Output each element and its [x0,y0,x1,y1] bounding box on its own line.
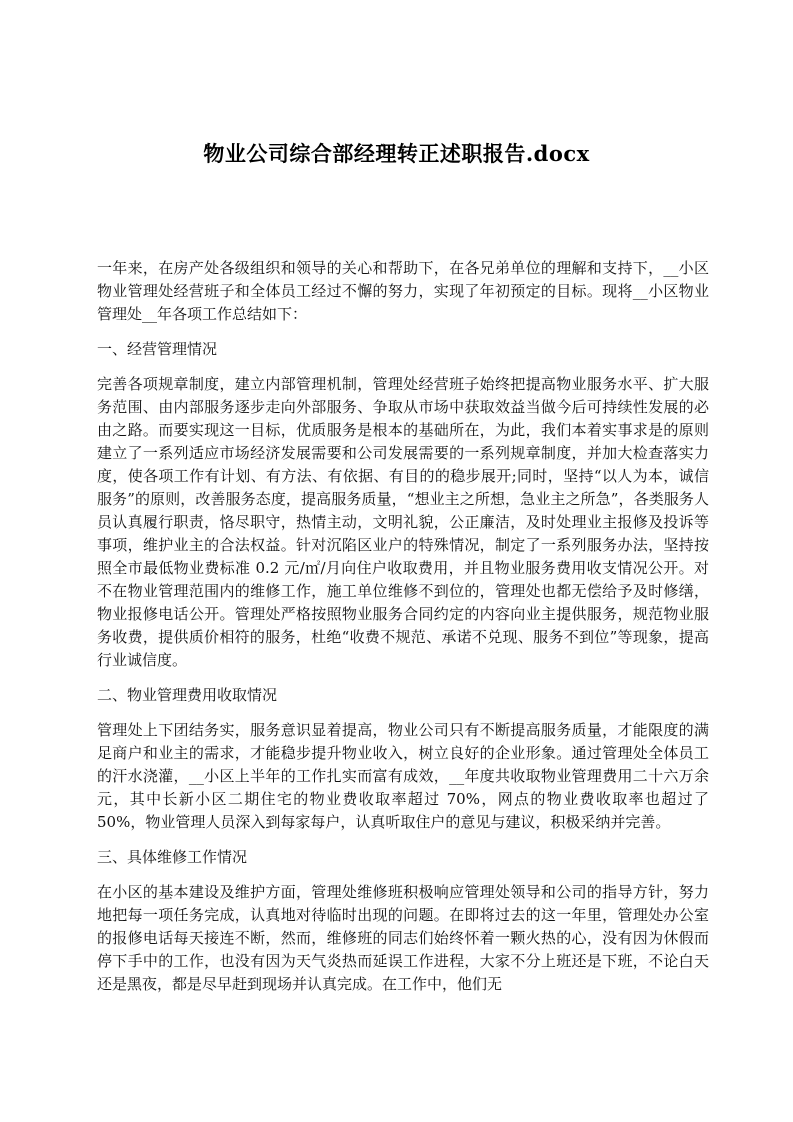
paragraph-management: 完善各项规章制度，建立内部管理机制，管理处经营班子始终把提高物业服务水平、扩大服务范围、由内部服务逐步走向外部服务、争取从市场中获取效益当做今后可持续性发展的必由之路。而要实现这一目标，优质服务是根本的基础所在，为此，我们本着实事求是的原则建立了一系列适应市场经济发展需要和公司发展需要的一系列规章制度，并加大检查落实力度，使各项工作有计划、有方法、有依据、有目的的稳步展开;同时，坚持“以人为本，诚信服务”的原则，改善服务态度，提高服务质量，“想业主之所想，急业主之所急”，各类服务人员认真履行职责，恪尽职守，热情主动，文明礼貌，公正廉洁，及时处理业主报修及投诉等事项，维护业主的合法权益。针对沉陷区业户的特殊情况，制定了一系列服务办法，坚持按照全市最低物业费标准 0.2 元/㎡/月向住户收取费用，并且物业服务费用收支情况公开。对不在物业管理范围内的维修工作，施工单位维修不到位的，管理处也都无偿给予及时修缮，物业报修电话公开。管理处严格按照物业服务合同约定的内容向业主提供服务，规范物业服务收费，提供质价相符的服务，杜绝“收费不规范、承诺不兑现、服务不到位”等现象，提高行业诚信度。 [97,375,709,669]
document-title: 物业公司综合部经理转正述职报告.docx [203,141,590,166]
section-heading-3: 三、具体维修工作情况 [97,848,248,866]
section-heading-2: 二、物业管理费用收取情况 [97,686,278,704]
paragraph-intro: 一年来，在房产处各级组织和领导的关心和帮助下，在各兄弟单位的理解和支持下，__小区物业管理处经营班子和全体员工经过不懈的努力，实现了年初预定的目标。现将__小区物业管理处__年各项工作总结如下： [97,259,709,323]
section-heading-1: 一、经营管理情况 [97,340,218,358]
paragraph-fees: 管理处上下团结务实，服务意识显着提高，物业公司只有不断提高服务质量，才能限度的满足商户和业主的需求，才能稳步提升物业收入，树立良好的企业形象。通过管理处全体员工的汗水浇灌，__小区上半年的工作扎实而富有成效，__年度共收取物业管理费用二十六万余元，其中长新小区二期住宅的物业费收取率超过 70%，网点的物业费收取率也超过了 50%，物业管理人员深入到每家每户，认真听取住户的意见与建议，积极采纳并完善。 [97,721,709,831]
paragraph-maintenance: 在小区的基本建设及维护方面，管理处维修班积极响应管理处领导和公司的指导方针，努力地把每一项任务完成，认真地对待临时出现的问题。在即将过去的这一年里，管理处办公室的报修电话每天接连不断，然而，维修班的同志们始终怀着一颗火热的心，没有因为休假而停下手中的工作，也没有因为天气炎热而延误工作进程，大家不分上班还是下班，不论白天还是黑夜，都是尽早赶到现场并认真完成。在工作中，他们无 [97,883,709,993]
document-body [97,257,709,1008]
